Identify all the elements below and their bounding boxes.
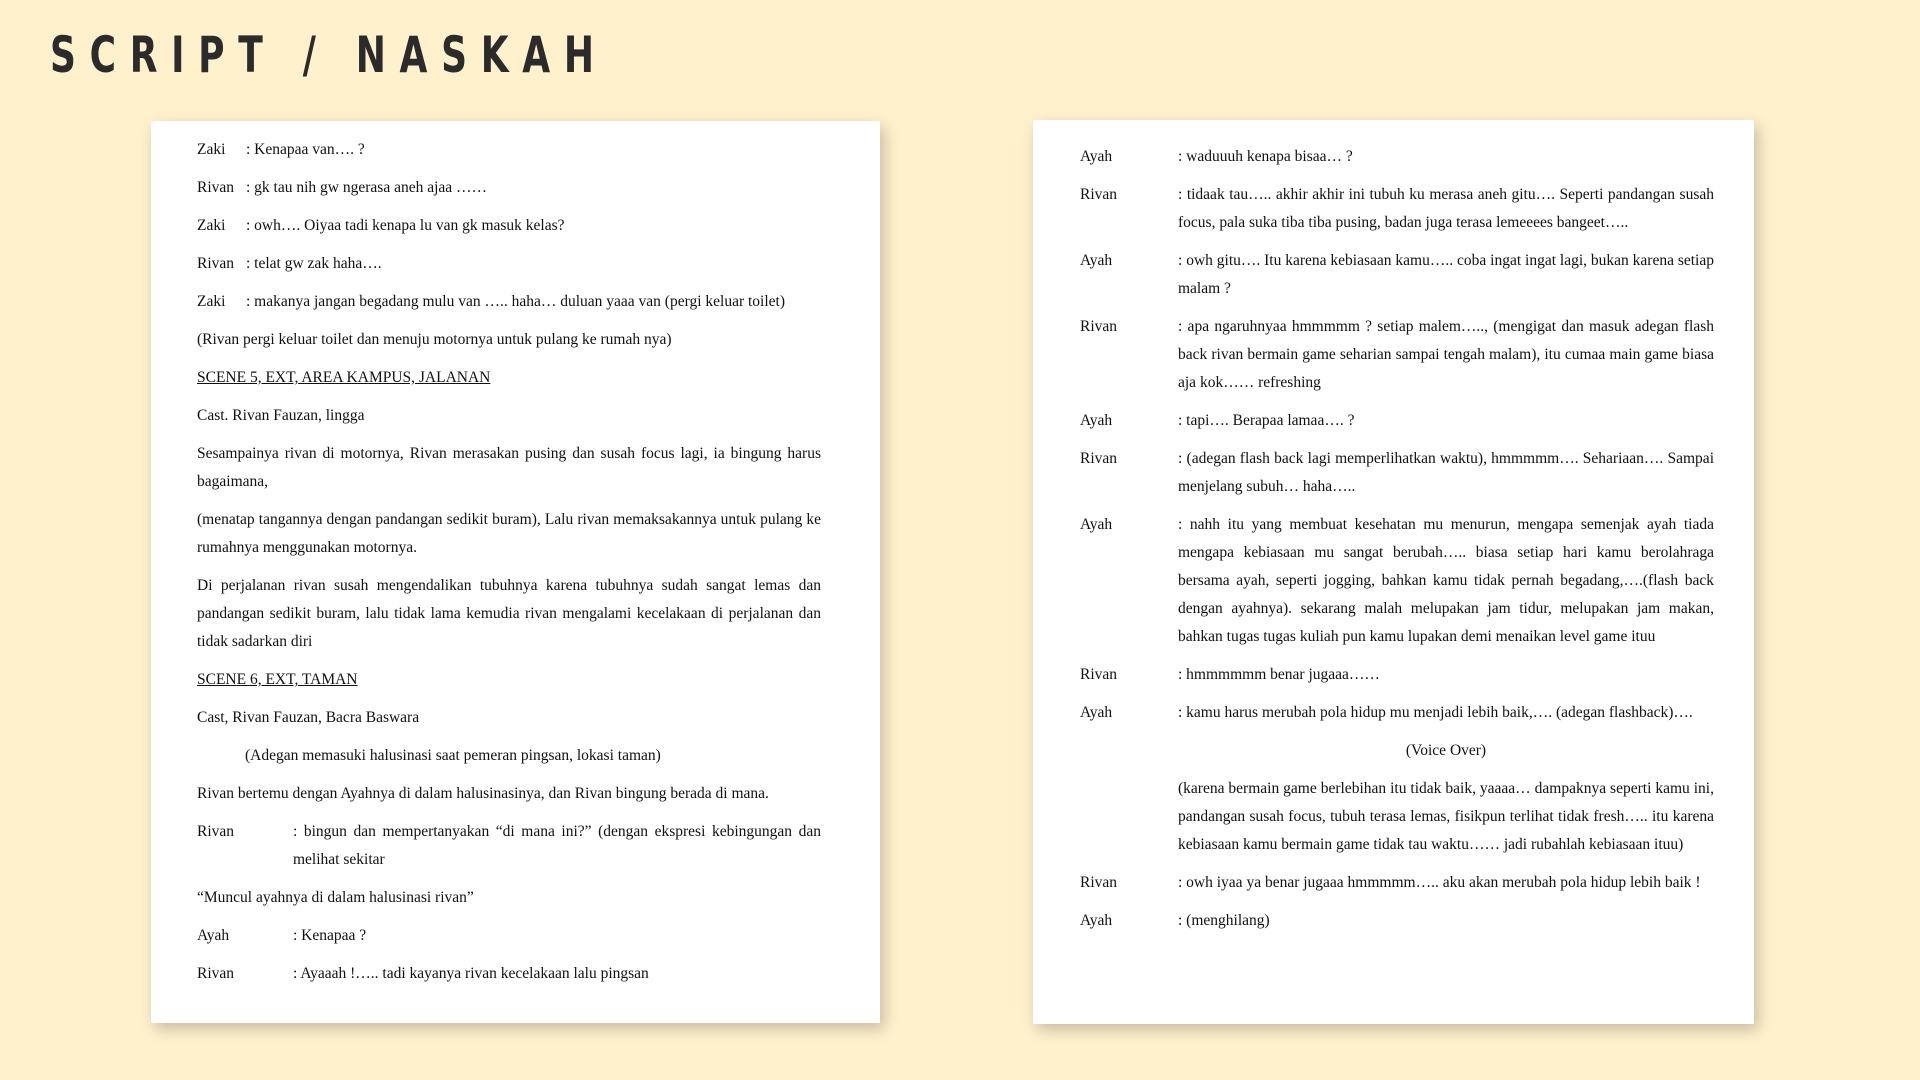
dialogue-line bbox=[1080, 511, 1714, 651]
dialogue-text: : bingun dan mempertanyakan “di mana ini?” (dengan ekspresi kebingungan dan melihat sekitar bbox=[293, 823, 821, 868]
action-paragraph: (menatap tangannya dengan pandangan sedikit buram), Lalu rivan memaksakannya untuk pulang ke rumahnya menggunakan motornya. bbox=[197, 511, 821, 556]
dialogue-text: : Kenapaa ? bbox=[293, 927, 367, 944]
action-paragraph: “Muncul ayahnya di dalam halusinasi rivan” bbox=[197, 889, 474, 906]
scene-heading: SCENE 6, EXT, TAMAN bbox=[197, 671, 358, 688]
dialogue-line bbox=[197, 922, 821, 950]
dialogue-line bbox=[197, 250, 821, 278]
speaker: Rivan bbox=[197, 823, 235, 840]
speaker: Rivan bbox=[197, 965, 235, 982]
dialogue-text: : owh…. Oiyaa tadi kenapa lu van gk masuk kelas? bbox=[246, 217, 565, 234]
dialogue-line bbox=[197, 960, 821, 988]
dialogue-text: : gk tau nih gw ngerasa aneh ajaa …… bbox=[246, 179, 488, 196]
speaker: Rivan bbox=[1080, 186, 1118, 203]
dialogue-text: : (menghilang) bbox=[1178, 912, 1270, 929]
dialogue-text: : makanya jangan begadang mulu van ….. haha… duluan yaaa van (pergi keluar toilet) bbox=[246, 293, 786, 310]
scene-heading: SCENE 5, EXT, AREA KAMPUS, JALANAN bbox=[197, 369, 491, 386]
speaker: Zaki bbox=[197, 293, 226, 310]
dialogue-line bbox=[1080, 445, 1714, 501]
speaker: Rivan bbox=[197, 179, 235, 196]
speaker: Rivan bbox=[1080, 666, 1118, 683]
dialogue-line bbox=[1080, 143, 1714, 171]
speaker: Ayah bbox=[1080, 516, 1113, 533]
voice-over-text: (karena bermain game berlebihan itu tidak baik, yaaaa… dampaknya seperti kamu ini, pandangan susah focus, tubuh terasa lemas, fisikpun terlihat tidak fresh….. itu karena kebiasaan kamu bermain game tidak tau waktu…… jadi rubahlah kebiasaan ituu) bbox=[1178, 780, 1714, 853]
cast-line: Cast. Rivan Fauzan, lingga bbox=[197, 407, 365, 424]
dialogue-line bbox=[1080, 313, 1714, 397]
speaker: Rivan bbox=[1080, 450, 1118, 467]
dialogue-line bbox=[1080, 181, 1714, 237]
speaker: Zaki bbox=[197, 217, 226, 234]
script-page-left bbox=[151, 121, 880, 1023]
dialogue-text: : apa ngaruhnyaa hmmmmm ? setiap malem….., (mengigat dan masuk adegan flash back rivan bermain game seharian sampai tengah malam), itu cumaa main game biasa aja kok…… refreshing bbox=[1178, 318, 1714, 391]
dialogue-text: : nahh itu yang membuat kesehatan mu menurun, mengapa semenjak ayah tiada mengapa kebiasaan mu sangat berubah….. biasa setiap hari kamu berolahraga bersama ayah, seperti jogging, bahkan kamu tidak pernah begadang,….(flash back dengan ayahnya). sekarang malah melupakan jam tidur, melupakan jam makan, bahkan tugas tugas kuliah pun kamu lupakan demi menaikan level game ituu bbox=[1178, 516, 1714, 645]
dialogue-line bbox=[197, 818, 821, 874]
dialogue-text: : (adegan flash back lagi memperlihatkan waktu), hmmmmm…. Sehariaan…. Sampai menjelang subuh… haha….. bbox=[1178, 450, 1714, 495]
speaker: Ayah bbox=[1080, 148, 1113, 165]
action-paragraph: Sesampainya rivan di motornya, Rivan merasakan pusing dan susah focus lagi, ia bingung harus bagaimana, bbox=[197, 445, 821, 490]
dialogue-line bbox=[1080, 247, 1714, 303]
dialogue-line bbox=[197, 136, 821, 164]
voice-over-label: (Voice Over) bbox=[1405, 742, 1487, 759]
dialogue-text: : kamu harus merubah pola hidup mu menjadi lebih baik,…. (adegan flashback)…. bbox=[1178, 704, 1693, 721]
dialogue-text: : Kenapaa van…. ? bbox=[246, 141, 365, 158]
dialogue-line bbox=[1080, 661, 1714, 689]
dialogue-line bbox=[197, 174, 821, 202]
dialogue-text: : hmmmmmm benar jugaaa…… bbox=[1178, 666, 1380, 683]
speaker: Ayah bbox=[1080, 252, 1113, 269]
dialogue-text: : owh gitu…. Itu karena kebiasaan kamu….. coba ingat ingat lagi, bukan karena setiap malam ? bbox=[1178, 252, 1714, 297]
speaker: Ayah bbox=[197, 927, 230, 944]
action-paragraph: (Rivan pergi keluar toilet dan menuju motornya untuk pulang ke rumah nya) bbox=[197, 331, 672, 348]
dialogue-text: : owh iyaa ya benar jugaaa hmmmmm….. aku akan merubah pola hidup lebih baik ! bbox=[1178, 874, 1701, 891]
dialogue-line bbox=[1080, 407, 1714, 435]
dialogue-text: : telat gw zak haha…. bbox=[246, 255, 382, 272]
dialogue-line bbox=[197, 212, 821, 240]
action-paragraph: Rivan bertemu dengan Ayahnya di dalam halusinasinya, dan Rivan bingung berada di mana. bbox=[197, 785, 769, 802]
stage-direction: (Adegan memasuki halusinasi saat pemeran pingsan, lokasi taman) bbox=[245, 747, 661, 764]
dialogue-line bbox=[1080, 907, 1714, 935]
script-page-right bbox=[1033, 120, 1754, 1024]
speaker: Rivan bbox=[1080, 318, 1118, 335]
page-title: SCRIPT / NASKAH bbox=[50, 26, 608, 84]
speaker: Ayah bbox=[1080, 704, 1113, 721]
speaker: Ayah bbox=[1080, 912, 1113, 929]
dialogue-text: : Ayaaah !….. tadi kayanya rivan kecelakaan lalu pingsan bbox=[293, 965, 649, 982]
cast-line: Cast, Rivan Fauzan, Bacra Baswara bbox=[197, 709, 420, 726]
dialogue-line bbox=[1080, 869, 1714, 897]
dialogue-text: : waduuuh kenapa bisaa… ? bbox=[1178, 148, 1353, 165]
dialogue-text: : tidaak tau….. akhir akhir ini tubuh ku merasa aneh gitu…. Seperti pandangan susah focus, pala suka tiba tiba pusing, badan juga terasa lemeeees bangeet….. bbox=[1178, 186, 1714, 231]
action-paragraph: Di perjalanan rivan susah mengendalikan tubuhnya karena tubuhnya sudah sangat lemas dan pandangan sedikit buram, lalu tidak lama kemudia rivan mengalami kecelakaan di perjalanan dan tidak sadarkan diri bbox=[197, 577, 821, 650]
speaker: Ayah bbox=[1080, 412, 1113, 429]
speaker: Rivan bbox=[197, 255, 235, 272]
speaker: Rivan bbox=[1080, 874, 1118, 891]
dialogue-text: : tapi…. Berapaa lamaa…. ? bbox=[1178, 412, 1355, 429]
dialogue-line bbox=[197, 288, 821, 316]
dialogue-line bbox=[1080, 699, 1714, 727]
speaker: Zaki bbox=[197, 141, 226, 158]
